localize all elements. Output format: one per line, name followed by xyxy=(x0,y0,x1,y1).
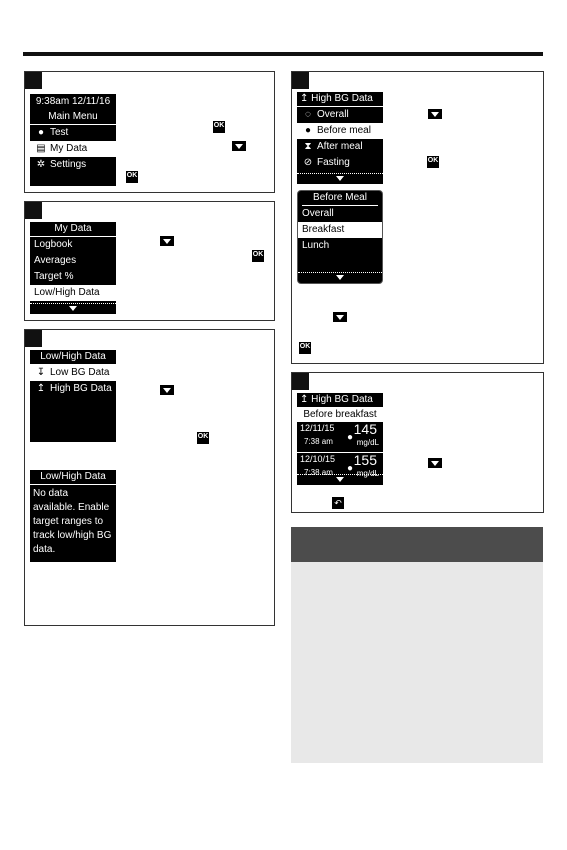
more-indicator xyxy=(30,303,116,314)
clock-icon: ◌ xyxy=(305,109,311,120)
down-button-icon xyxy=(160,236,174,246)
down-button-icon xyxy=(160,385,174,395)
note-box-body xyxy=(291,562,543,763)
apple-icon: ● xyxy=(347,432,354,443)
reading-date: 12/11/15 xyxy=(300,423,335,433)
ok-button-icon: OK xyxy=(427,156,439,168)
reading-value: 155 xyxy=(353,452,377,468)
low-arrow-icon: ↧ xyxy=(36,367,46,378)
menu-item-lunch[interactable]: Lunch xyxy=(302,240,330,251)
down-button-icon xyxy=(428,109,442,119)
menu-item-low-bg-data[interactable]: ↧ Low BG Data xyxy=(30,365,116,381)
menu-item-overall[interactable]: Overall xyxy=(302,208,334,219)
down-arrow-icon xyxy=(336,275,344,280)
more-indicator xyxy=(298,272,382,283)
reading-row xyxy=(297,422,383,453)
panel-step-1 xyxy=(24,71,275,193)
ok-button-icon: OK xyxy=(299,342,311,354)
down-button-icon xyxy=(333,312,347,322)
ok-button-icon: OK xyxy=(126,171,138,183)
screen-subtitle: Before breakfast xyxy=(297,408,383,422)
high-arrow-icon: ↥ xyxy=(36,383,46,394)
more-indicator xyxy=(297,173,383,184)
reading-unit: mg/dL xyxy=(356,438,379,447)
no-data-message: No data available. Enable target ranges to track low/high BG data. xyxy=(33,488,112,555)
ok-button-icon: OK xyxy=(197,432,209,444)
screen-title: ↥ High BG Data xyxy=(297,92,383,107)
screen-my-data xyxy=(30,222,116,314)
menu-item-overall[interactable]: ◌ Overall xyxy=(297,107,383,123)
no-food-icon: ⊘ xyxy=(303,157,313,168)
screen-title: Main Menu xyxy=(30,110,116,125)
screen-before-breakfast xyxy=(297,393,383,485)
menu-item-test[interactable]: ● Test xyxy=(30,125,116,141)
screen-title: Low/High Data xyxy=(30,470,116,485)
step-marker xyxy=(25,202,42,219)
menu-item-before-meal[interactable]: ● Before meal xyxy=(297,123,383,139)
ok-button-icon: OK xyxy=(252,250,264,262)
menu-item-breakfast[interactable]: Breakfast xyxy=(298,222,382,238)
panel-step-3 xyxy=(24,329,275,626)
menu-item-settings[interactable]: ✲ Settings xyxy=(30,157,116,173)
menu-item-high-bg-data[interactable]: ↥ High BG Data xyxy=(30,381,116,397)
screen-title: ↥ High BG Data xyxy=(297,393,383,408)
apple-icon: ● xyxy=(347,463,354,474)
drop-icon: ● xyxy=(37,127,45,138)
screen-low-high-data xyxy=(30,350,116,442)
menu-item-logbook[interactable]: Logbook xyxy=(34,239,73,250)
apple-icon: ● xyxy=(304,125,312,136)
time-date: 9:38am 12/11/16 xyxy=(35,96,111,107)
down-arrow-icon xyxy=(336,477,344,482)
reading-value: 145 xyxy=(353,421,377,437)
down-arrow-icon xyxy=(69,306,77,311)
top-rule xyxy=(23,52,543,56)
menu-item-target[interactable]: Target % xyxy=(34,271,74,282)
screen-main-menu xyxy=(30,94,116,186)
reading-date: 12/10/15 xyxy=(300,454,336,464)
back-button-icon: ↶ xyxy=(332,497,344,509)
down-button-icon xyxy=(232,141,246,151)
ok-button-icon: OK xyxy=(213,121,225,133)
screen-no-data xyxy=(30,470,116,562)
more-indicator xyxy=(297,474,383,485)
panel-step-2 xyxy=(24,201,275,321)
down-arrow-icon xyxy=(336,176,344,181)
menu-item-low-high-data[interactable]: Low/High Data xyxy=(30,285,116,301)
screen-title: My Data xyxy=(30,222,116,237)
step-marker xyxy=(292,373,309,390)
screen-before-meal xyxy=(297,190,383,284)
reading-time: 7:38 am xyxy=(304,468,333,477)
screen-title: Before Meal xyxy=(302,191,378,206)
panel-step-4 xyxy=(291,71,544,364)
menu-item-fasting[interactable]: ⊘ Fasting xyxy=(297,155,383,171)
gear-icon: ✲ xyxy=(36,159,46,170)
reading-time: 7:38 am xyxy=(304,437,333,446)
note-box-header xyxy=(291,527,543,562)
panel-step-5 xyxy=(291,372,544,513)
step-marker xyxy=(25,72,42,89)
step-marker xyxy=(292,72,309,89)
data-icon: ▤ xyxy=(36,143,46,154)
menu-item-averages[interactable]: Averages xyxy=(34,255,77,266)
down-button-icon xyxy=(428,458,442,468)
menu-item-my-data[interactable]: ▤ My Data xyxy=(30,141,116,157)
screen-title: Low/High Data xyxy=(30,350,116,365)
menu-item-after-meal[interactable]: ⧗ After meal xyxy=(297,139,383,155)
step-marker xyxy=(25,330,42,347)
reading-unit: mg/dL xyxy=(356,469,379,478)
apple-core-icon: ⧗ xyxy=(304,141,312,152)
screen-high-bg-data xyxy=(297,92,383,184)
